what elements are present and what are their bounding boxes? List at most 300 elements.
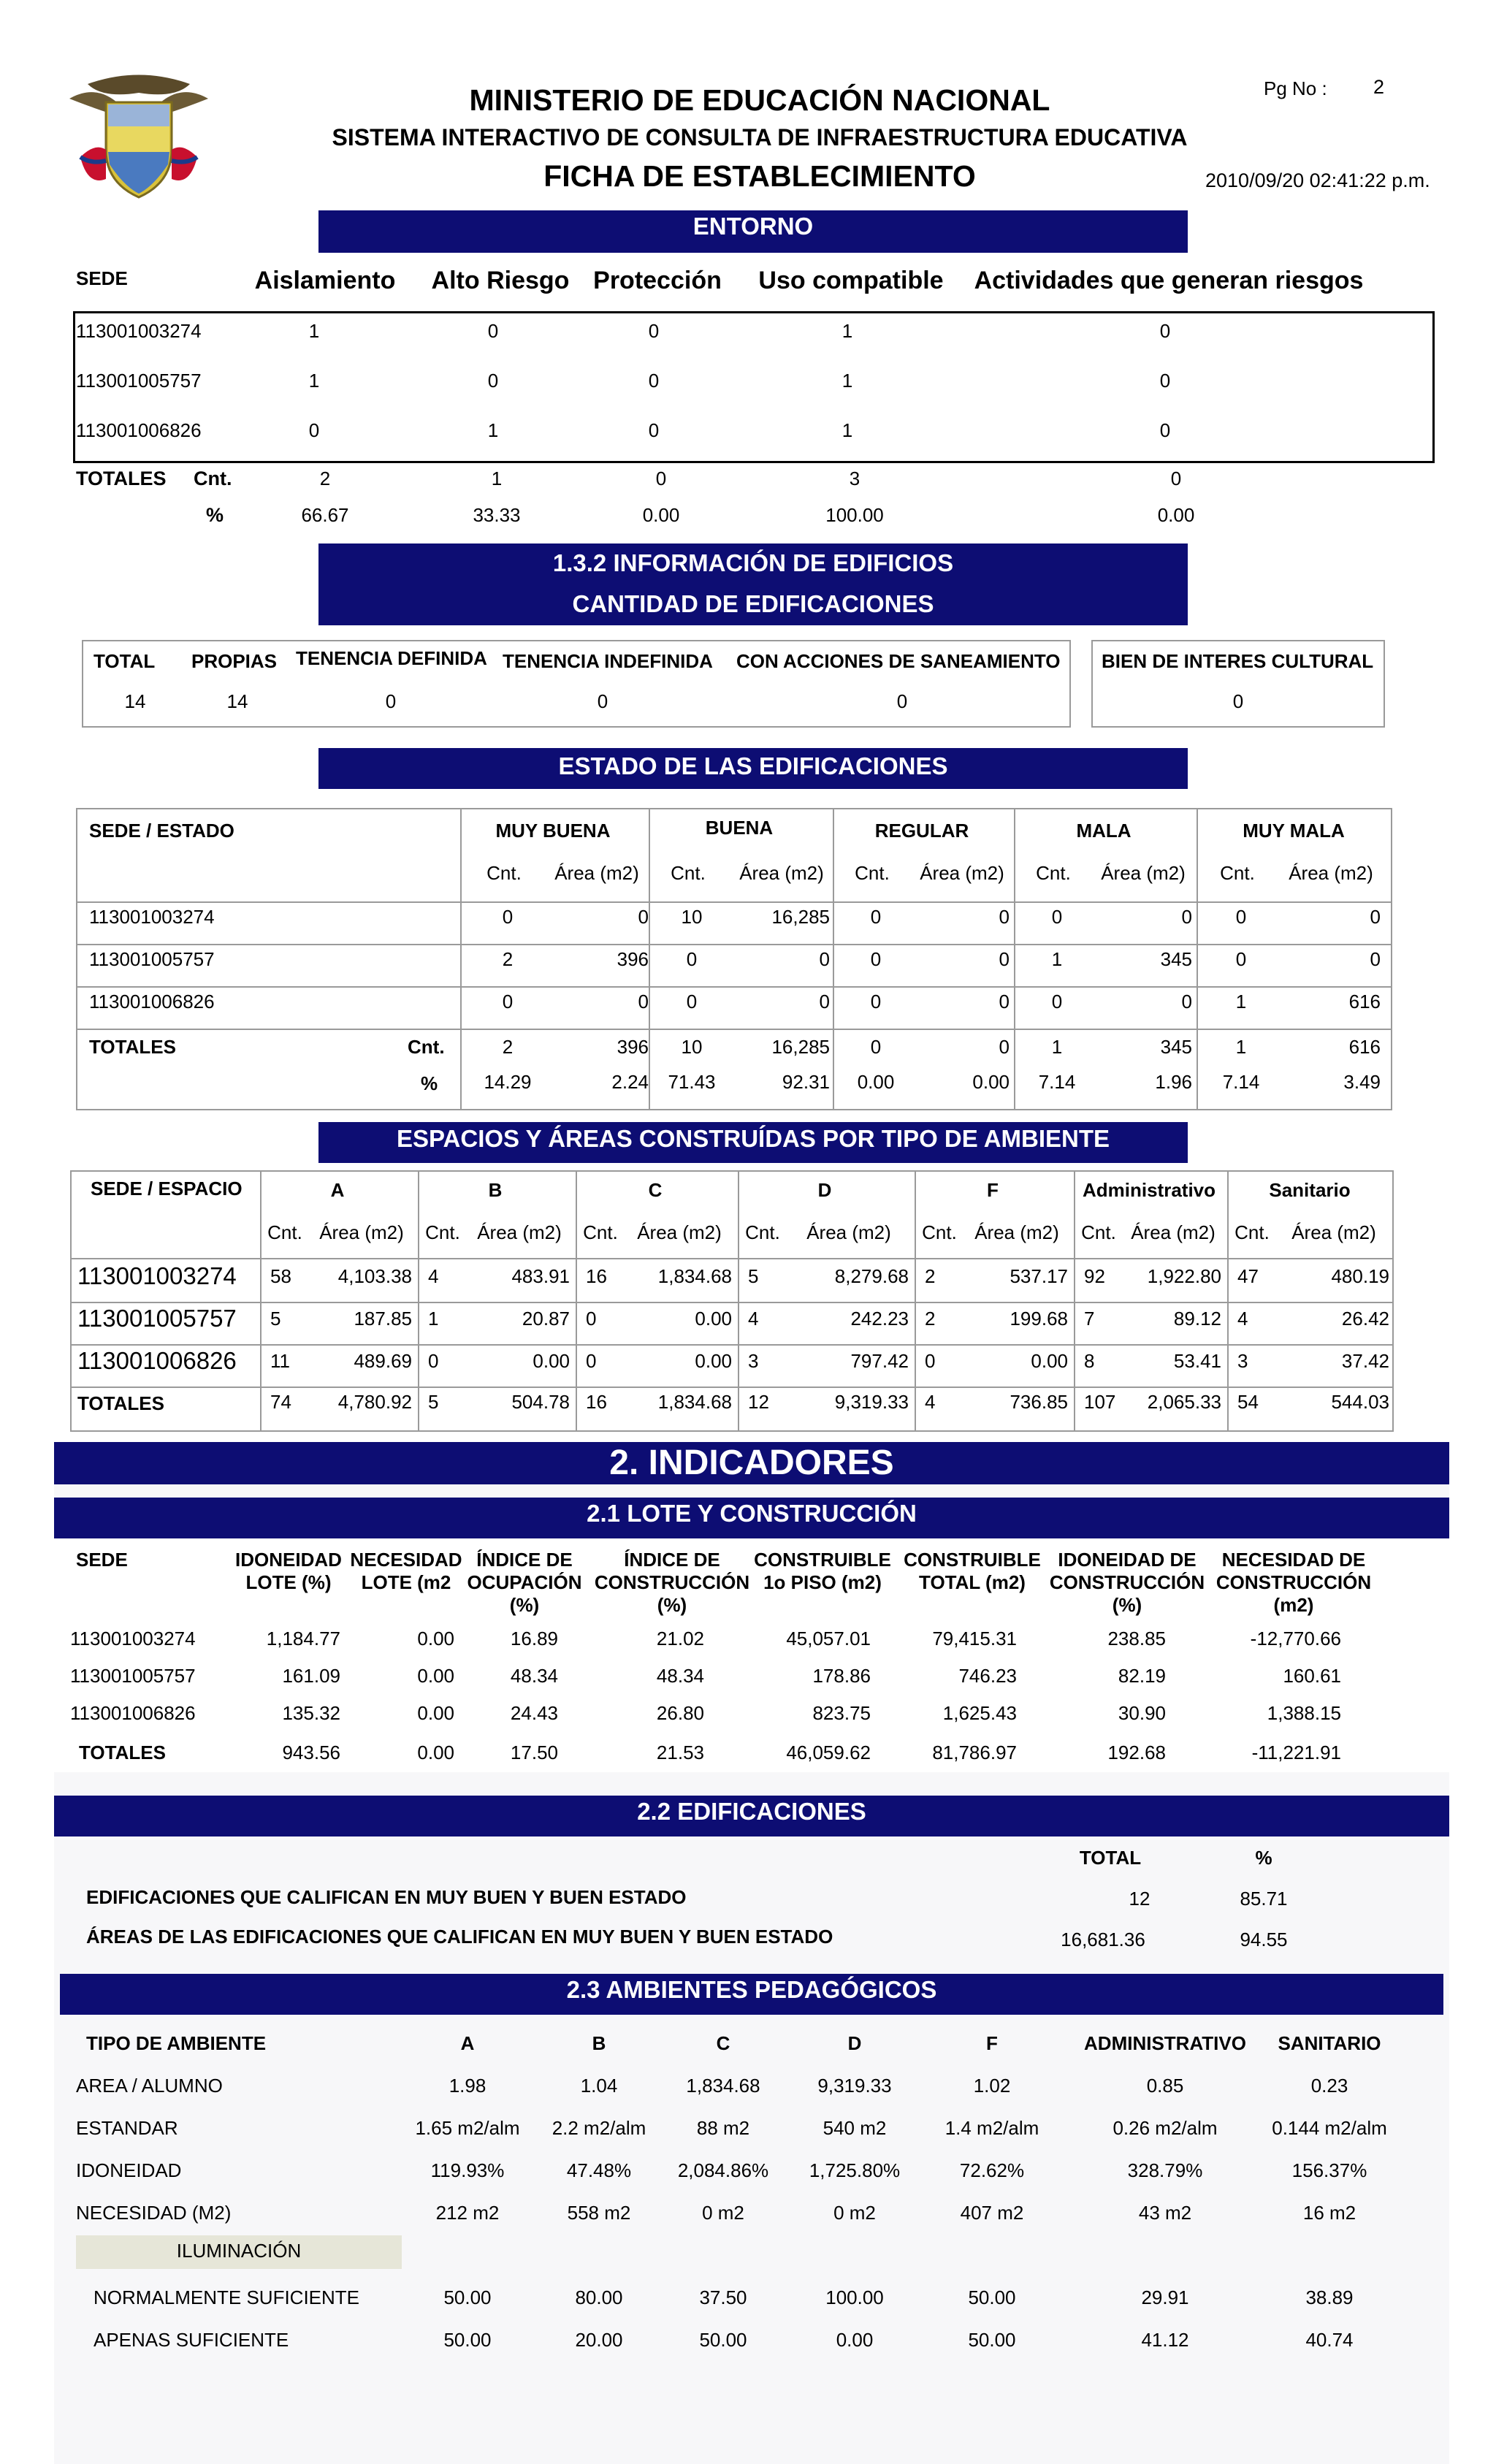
amb-cell: 1.02 [973, 2075, 1011, 2097]
espacios-section-title: ESPACIOS Y ÁREAS CONSTRUÍDAS POR TIPO DE AMBIENTE [318, 1122, 1188, 1163]
entorno-total-pct: 0.00 [1157, 504, 1195, 526]
bic-header: BIEN DE INTERES CULTURAL [1102, 650, 1374, 672]
estado-cell-area: 0 [1181, 906, 1192, 928]
entorno-header-aislamiento: Aislamiento [254, 267, 396, 294]
lote-cell: 0.00 [417, 1702, 454, 1724]
estado-cell-area: 396 [617, 948, 649, 970]
lote-cell: 48.34 [510, 1665, 558, 1687]
edificios-header-tenencia-definida: TENENCIA DEFINIDA [296, 647, 487, 669]
estado-totals-label: TOTALES [89, 1036, 176, 1058]
amb-cell: 9,319.33 [817, 2075, 892, 2097]
lote-cell: 21.02 [656, 1628, 704, 1649]
estado-total-cnt: 2 [502, 1036, 514, 1058]
estado-cell-cnt: 0 [502, 906, 514, 928]
estado-cell-area: 0 [819, 991, 830, 1012]
entorno-cnt-label: Cnt. [194, 468, 232, 489]
estado-total-area: 345 [1160, 1036, 1192, 1058]
form-title: FICHA DE ESTABLECIMIENTO [543, 159, 976, 193]
estado-cell-area: 616 [1348, 991, 1381, 1012]
estado-cell-cnt: 0 [502, 991, 514, 1012]
espacios-sub-area: Área (m2) [1291, 1221, 1376, 1243]
ilum-cell: 50.00 [968, 2286, 1016, 2308]
entorno-cell: 1 [308, 320, 320, 342]
espacios-sub-cnt: Cnt. [922, 1221, 957, 1243]
espacios-cell-area: 483.91 [511, 1265, 570, 1287]
estado-sub-cnt: Cnt. [1036, 862, 1071, 884]
estado-pct-cnt: 7.14 [1222, 1071, 1260, 1093]
amb-cell: 1.4 m2/alm [944, 2117, 1039, 2139]
amb-cell: 212 m2 [435, 2202, 500, 2224]
amb-cell: 47.48% [566, 2159, 632, 2181]
espacios-group-header: A [330, 1179, 345, 1201]
lote-header: CONSTRUCCIÓN [1049, 1571, 1205, 1593]
amb-cell: 0 m2 [702, 2202, 744, 2224]
entorno-header-actividades: Actividades que generan riesgos [974, 267, 1364, 294]
entorno-section-title: ENTORNO [318, 210, 1188, 253]
estado-total-cnt: 0 [870, 1036, 882, 1058]
entorno-total-cnt: 1 [491, 468, 503, 489]
edif-total-label: TOTAL [1079, 1847, 1142, 1869]
estado-cell-cnt: 0 [870, 906, 882, 928]
estado-sub-cnt: Cnt. [486, 862, 522, 884]
entorno-total-pct: 100.00 [825, 504, 884, 526]
ilum-row-label: APENAS SUFICIENTE [94, 2329, 289, 2351]
espacios-total-area: 1,834.68 [657, 1391, 732, 1413]
espacios-cell-cnt: 7 [1084, 1308, 1095, 1330]
espacios-cell-cnt: 3 [748, 1350, 759, 1372]
edificios-header-propias: PROPIAS [191, 650, 278, 672]
lote-header: LOTE (m2 [361, 1571, 451, 1593]
estado-cell-cnt: 0 [1051, 991, 1063, 1012]
lote-header: 1o PISO (m2) [763, 1571, 882, 1593]
lote-header: CONSTRUIBLE [904, 1549, 1041, 1571]
amb-header: D [847, 2032, 862, 2054]
entorno-cell: 1 [487, 419, 499, 441]
entorno-pct-label: % [206, 504, 224, 526]
amb-cell: 156.37% [1291, 2159, 1367, 2181]
edificios-header-saneamiento: CON ACCIONES DE SANEAMIENTO [736, 650, 1061, 672]
entorno-cell: 0 [648, 370, 660, 392]
espacios-total-cnt: 16 [586, 1391, 607, 1413]
espacios-total-area: 736.85 [1010, 1391, 1068, 1413]
lote-header: LOTE (%) [245, 1571, 332, 1593]
espacios-cell-cnt: 1 [428, 1308, 439, 1330]
amb-cell: 1,725.80% [809, 2159, 901, 2181]
edif-row-1-total: 12 [1129, 1888, 1150, 1910]
estado-total-area: 616 [1348, 1036, 1381, 1058]
estado-pct-cnt: 7.14 [1038, 1071, 1076, 1093]
espacios-group-header: C [648, 1179, 663, 1201]
edif-row-2-total: 16,681.36 [1061, 1929, 1145, 1950]
espacios-total-cnt: 107 [1084, 1391, 1116, 1413]
entorno-cell: 0 [1159, 419, 1171, 441]
lote-cell: 26.80 [656, 1702, 704, 1724]
estado-cell-cnt: 0 [1051, 906, 1063, 928]
entorno-cell: 1 [842, 419, 853, 441]
estado-cell-area: 0 [1181, 991, 1192, 1012]
edif-row-2-label: ÁREAS DE LAS EDIFICACIONES QUE CALIFICAN EN MUY BUEN Y BUEN ESTADO [86, 1926, 833, 1948]
espacios-sub-area: Área (m2) [974, 1221, 1059, 1243]
espacios-sub-cnt: Cnt. [1234, 1221, 1270, 1243]
lote-total: 943.56 [282, 1742, 340, 1763]
amb-cell: 2,084.86% [677, 2159, 769, 2181]
espacios-cell-cnt: 8 [1084, 1350, 1095, 1372]
lote-total: 46,059.62 [786, 1742, 871, 1763]
espacios-sub-cnt: Cnt. [267, 1221, 302, 1243]
amb-row-label: ESTANDAR [76, 2117, 178, 2139]
estado-cell-area: 0 [819, 948, 830, 970]
ministry-title: MINISTERIO DE EDUCACIÓN NACIONAL [469, 83, 1050, 117]
entorno-sede-1: 113001003274 [76, 320, 202, 342]
lote-totals-label: TOTALES [79, 1742, 166, 1763]
estado-total-area: 396 [617, 1036, 649, 1058]
amb-row-label: NECESIDAD (M2) [76, 2202, 232, 2224]
lote-cell: 48.34 [656, 1665, 704, 1687]
lote-total: 17.50 [510, 1742, 558, 1763]
espacios-cell-area: 537.17 [1010, 1265, 1068, 1287]
lote-header: IDONEIDAD [235, 1549, 342, 1571]
espacios-total-area: 2,065.33 [1147, 1391, 1221, 1413]
estado-group-header: MALA [1076, 820, 1131, 842]
lote-cell: 1,388.15 [1267, 1702, 1341, 1724]
ilum-cell: 50.00 [443, 2286, 492, 2308]
estado-cell-cnt: 1 [1051, 948, 1063, 970]
ilum-cell: 50.00 [968, 2329, 1016, 2351]
estado-pct-label: % [421, 1072, 438, 1094]
estado-sede-2: 113001005757 [89, 948, 215, 970]
amb-cell: 1,834.68 [686, 2075, 760, 2097]
espacios-cell-area: 0.00 [695, 1308, 732, 1330]
ilum-cell: 50.00 [699, 2329, 747, 2351]
estado-cell-cnt: 1 [1235, 991, 1247, 1012]
lote-header: IDONEIDAD DE [1058, 1549, 1197, 1571]
estado-cell-area: 345 [1160, 948, 1192, 970]
espacios-cell-area: 199.68 [1010, 1308, 1068, 1330]
lote-cell: 24.43 [510, 1702, 558, 1724]
espacios-sub-cnt: Cnt. [425, 1221, 460, 1243]
amb-cell: 119.93% [430, 2159, 505, 2181]
espacios-sede-1: 113001003274 [77, 1262, 237, 1289]
lote-cell: 178.86 [812, 1665, 871, 1687]
estado-sub-area: Área (m2) [920, 862, 1004, 884]
edificios-value-tenencia-definida: 0 [385, 690, 397, 712]
ilum-cell: 41.12 [1141, 2329, 1189, 2351]
espacios-cell-cnt: 47 [1237, 1265, 1259, 1287]
page-label: Pg No : [1264, 77, 1327, 99]
estado-cell-area: 0 [638, 991, 649, 1012]
ilum-row-label: NORMALMENTE SUFICIENTE [94, 2286, 360, 2308]
edificios-title-1: 1.3.2 INFORMACIÓN DE EDIFICIOS [552, 549, 954, 576]
lote-header: (m2) [1273, 1594, 1314, 1616]
estado-sub-cnt: Cnt. [855, 862, 890, 884]
lote-cell: 0.00 [417, 1665, 454, 1687]
lote-header: CONSTRUCCIÓN [594, 1571, 750, 1593]
amb-cell: 0.26 m2/alm [1113, 2117, 1218, 2139]
espacios-cell-cnt: 5 [748, 1265, 759, 1287]
espacios-cell-cnt: 3 [1237, 1350, 1248, 1372]
estado-cell-cnt: 0 [686, 948, 698, 970]
amb-cell: 0 m2 [833, 2202, 876, 2224]
estado-cell-area: 16,285 [771, 906, 830, 928]
espacios-cell-area: 0.00 [1031, 1350, 1068, 1372]
amb-row-label: IDONEIDAD [76, 2159, 182, 2181]
lote-cell: -12,770.66 [1250, 1628, 1341, 1649]
edificios-title-2: CANTIDAD DE EDIFICACIONES [572, 590, 934, 617]
espacios-cell-area: 37.42 [1341, 1350, 1389, 1372]
entorno-total-pct: 0.00 [642, 504, 680, 526]
amb-header: ADMINISTRATIVO [1084, 2032, 1246, 2054]
edif-row-1-label: EDIFICACIONES QUE CALIFICAN EN MUY BUEN Y BUEN ESTADO [86, 1886, 687, 1908]
espacios-group-header: B [488, 1179, 503, 1201]
edificios-value-saneamiento: 0 [896, 690, 908, 712]
estado-pct-cnt: 71.43 [668, 1071, 716, 1093]
amb-cell: 0.23 [1310, 2075, 1348, 2097]
report-datetime: 2010/09/20 02:41:22 p.m. [1205, 169, 1430, 191]
lote-header: ÍNDICE DE [624, 1549, 720, 1571]
estado-cell-cnt: 2 [502, 948, 514, 970]
estado-section-title: ESTADO DE LAS EDIFICACIONES [318, 748, 1188, 789]
entorno-cell: 1 [308, 370, 320, 392]
edif-row-2-pct: 94.55 [1240, 1929, 1288, 1950]
estado-total-area: 16,285 [771, 1036, 830, 1058]
estado-cell-area: 0 [638, 906, 649, 928]
amb-cell: 0.85 [1146, 2075, 1184, 2097]
estado-pct-area: 1.96 [1155, 1071, 1192, 1093]
lote-cell: 45,057.01 [786, 1628, 871, 1649]
entorno-cell: 0 [487, 320, 499, 342]
espacios-cell-cnt: 0 [428, 1350, 439, 1372]
edificios-value-total: 14 [124, 690, 146, 712]
entorno-cell: 1 [842, 320, 853, 342]
lote-cell: 79,415.31 [932, 1628, 1017, 1649]
amb-cell: 2.2 m2/alm [552, 2117, 646, 2139]
amb-cell: 558 m2 [567, 2202, 631, 2224]
espacios-cell-cnt: 4 [1237, 1308, 1248, 1330]
lote-cell: 30.90 [1118, 1702, 1166, 1724]
edificios-section-title [318, 543, 1188, 625]
amb-cell: 72.62% [959, 2159, 1025, 2181]
lote-cell: 238.85 [1107, 1628, 1166, 1649]
espacios-cell-cnt: 16 [586, 1265, 607, 1287]
espacios-corner-label: SEDE / ESPACIO [91, 1178, 243, 1199]
ilum-cell: 20.00 [575, 2329, 623, 2351]
espacios-cell-cnt: 11 [270, 1350, 290, 1372]
espacios-group-header: Sanitario [1269, 1179, 1351, 1201]
amb-row-label: AREA / ALUMNO [76, 2075, 223, 2097]
estado-cnt-label: Cnt. [408, 1036, 445, 1058]
lote-header: SEDE [76, 1549, 128, 1571]
espacios-sub-cnt: Cnt. [745, 1221, 780, 1243]
espacios-total-area: 544.03 [1331, 1391, 1389, 1413]
entorno-totals-label: TOTALES [76, 468, 167, 489]
lote-header: NECESIDAD DE [1221, 1549, 1366, 1571]
lote-header: ÍNDICE DE [476, 1549, 573, 1571]
amb-cell: 540 m2 [823, 2117, 887, 2139]
lote-sede-1: 113001003274 [70, 1628, 196, 1649]
lote-cell: 16.89 [510, 1628, 558, 1649]
lote-total: 81,786.97 [932, 1742, 1017, 1763]
edificios-value-propias: 14 [226, 690, 248, 712]
amb-cell: 88 m2 [696, 2117, 750, 2139]
entorno-cell: 0 [648, 320, 660, 342]
lote-cell: 135.32 [282, 1702, 340, 1724]
estado-cell-area: 0 [1370, 948, 1381, 970]
estado-cell-area: 0 [999, 948, 1010, 970]
espacios-cell-area: 1,922.80 [1147, 1265, 1221, 1287]
amb-header: TIPO DE AMBIENTE [86, 2032, 267, 2054]
edificios-value-tenencia-indefinida: 0 [597, 690, 608, 712]
ilum-cell: 37.50 [699, 2286, 747, 2308]
lote-total: 192.68 [1107, 1742, 1166, 1763]
estado-group-header: MUY MALA [1243, 820, 1345, 842]
edificios-header-tenencia-indefinida: TENENCIA INDEFINIDA [503, 650, 713, 672]
amb-cell: 1.98 [449, 2075, 486, 2097]
espacios-cell-area: 242.23 [850, 1308, 909, 1330]
espacios-total-area: 9,319.33 [834, 1391, 909, 1413]
entorno-cell: 0 [487, 370, 499, 392]
amb-cell: 43 m2 [1138, 2202, 1192, 2224]
amb-header: SANITARIO [1278, 2032, 1381, 2054]
estado-pct-area: 0.00 [972, 1071, 1010, 1093]
entorno-total-cnt: 0 [1170, 468, 1182, 489]
amb-header: C [716, 2032, 730, 2054]
ilum-cell: 38.89 [1305, 2286, 1354, 2308]
amb-cell: 16 m2 [1302, 2202, 1356, 2224]
espacios-cell-area: 26.42 [1341, 1308, 1389, 1330]
estado-sub-area: Área (m2) [739, 862, 824, 884]
lote-cell: 160.61 [1283, 1665, 1341, 1687]
indicadores-section-title: 2. INDICADORES [54, 1442, 1449, 1484]
espacios-sub-area: Área (m2) [1131, 1221, 1216, 1243]
estado-cell-area: 0 [1370, 906, 1381, 928]
ilum-cell: 80.00 [575, 2286, 623, 2308]
coat-of-arms-logo [66, 69, 212, 205]
espacios-cell-cnt: 0 [586, 1308, 597, 1330]
entorno-total-pct: 66.67 [301, 504, 349, 526]
entorno-total-pct: 33.33 [473, 504, 521, 526]
lote-cell: 1,184.77 [266, 1628, 340, 1649]
lote-header: OCUPACIÓN [467, 1571, 582, 1593]
entorno-total-cnt: 3 [849, 468, 860, 489]
estado-pct-cnt: 0.00 [857, 1071, 895, 1093]
espacios-cell-area: 0.00 [533, 1350, 570, 1372]
estado-sub-area: Área (m2) [1101, 862, 1186, 884]
entorno-sede-3: 113001006826 [76, 419, 202, 441]
entorno-sede-2: 113001005757 [76, 370, 202, 392]
estado-total-cnt: 10 [681, 1036, 703, 1058]
espacios-cell-area: 480.19 [1331, 1265, 1389, 1287]
estado-sede-3: 113001006826 [89, 991, 215, 1012]
lote-header: TOTAL (m2) [919, 1571, 1026, 1593]
espacios-cell-area: 187.85 [354, 1308, 412, 1330]
espacios-group-header: D [817, 1179, 832, 1201]
estado-sub-area: Área (m2) [554, 862, 639, 884]
entorno-cell: 1 [842, 370, 853, 392]
espacios-cell-cnt: 58 [270, 1265, 291, 1287]
espacios-sede-3: 113001006826 [77, 1347, 237, 1374]
estado-group-header: MUY BUENA [495, 820, 611, 842]
edif-pct-label: % [1255, 1847, 1272, 1869]
espacios-cell-area: 89.12 [1173, 1308, 1221, 1330]
lote-header: (%) [657, 1594, 687, 1616]
lote-total: 0.00 [417, 1742, 454, 1763]
entorno-header-proteccion: Protección [593, 267, 722, 294]
lote-cell: 161.09 [282, 1665, 340, 1687]
ilum-cell: 0.00 [836, 2329, 874, 2351]
lote-cell: 746.23 [958, 1665, 1017, 1687]
lote-cell: 1,625.43 [942, 1702, 1017, 1724]
amb-header: A [460, 2032, 475, 2054]
estado-pct-cnt: 14.29 [484, 1071, 532, 1093]
lote-header: (%) [509, 1594, 540, 1616]
estado-cell-cnt: 0 [870, 991, 882, 1012]
estado-group-header: REGULAR [874, 820, 969, 842]
amb-cell: 407 m2 [960, 2202, 1024, 2224]
system-title: SISTEMA INTERACTIVO DE CONSULTA DE INFRAESTRUCTURA EDUCATIVA [332, 124, 1188, 150]
entorno-cell: 0 [1159, 370, 1171, 392]
espacios-sub-cnt: Cnt. [583, 1221, 618, 1243]
lote-sede-3: 113001006826 [70, 1702, 196, 1724]
bic-value: 0 [1232, 690, 1244, 712]
espacios-cell-area: 1,834.68 [657, 1265, 732, 1287]
espacios-sub-cnt: Cnt. [1081, 1221, 1116, 1243]
estado-cell-cnt: 0 [1235, 948, 1247, 970]
espacios-cell-cnt: 2 [925, 1308, 936, 1330]
estado-cell-cnt: 0 [1235, 906, 1247, 928]
amb-header: F [986, 2032, 998, 2054]
entorno-total-cnt: 2 [319, 468, 331, 489]
amb-cell: 1.04 [580, 2075, 618, 2097]
espacios-cell-cnt: 0 [925, 1350, 936, 1372]
lote-section-title: 2.1 LOTE Y CONSTRUCCIÓN [54, 1498, 1449, 1538]
espacios-cell-cnt: 2 [925, 1265, 936, 1287]
espacios-sub-area: Área (m2) [806, 1221, 891, 1243]
entorno-header-alto-riesgo: Alto Riesgo [431, 267, 570, 294]
estado-cell-area: 0 [999, 906, 1010, 928]
lote-header: (%) [1112, 1594, 1142, 1616]
espacios-cell-area: 797.42 [850, 1350, 909, 1372]
entorno-header-uso-compatible: Uso compatible [758, 267, 944, 294]
espacios-total-cnt: 5 [428, 1391, 439, 1413]
estado-sub-cnt: Cnt. [671, 862, 706, 884]
espacios-group-header: Administrativo [1082, 1179, 1216, 1201]
espacios-total-cnt: 54 [1237, 1391, 1259, 1413]
espacios-cell-cnt: 0 [586, 1350, 597, 1372]
estado-pct-area: 2.24 [611, 1071, 649, 1093]
lote-header: NECESIDAD [350, 1549, 462, 1571]
lote-total: 21.53 [656, 1742, 704, 1763]
espacios-cell-cnt: 4 [428, 1265, 439, 1287]
lote-header: CONSTRUIBLE [754, 1549, 891, 1571]
estado-cell-cnt: 0 [686, 991, 698, 1012]
entorno-header-sede: SEDE [76, 267, 128, 289]
lote-header: CONSTRUCCIÓN [1216, 1571, 1372, 1593]
estado-pct-area: 3.49 [1343, 1071, 1381, 1093]
estado-cell-area: 0 [999, 991, 1010, 1012]
espacios-cell-area: 8,279.68 [834, 1265, 909, 1287]
edificios-header-total: TOTAL [94, 650, 156, 672]
lote-cell: 82.19 [1118, 1665, 1166, 1687]
espacios-cell-area: 4,103.38 [337, 1265, 412, 1287]
estado-group-header: BUENA [705, 817, 774, 839]
espacios-group-header: F [987, 1179, 999, 1201]
page-number: 2 [1373, 76, 1385, 98]
estado-sub-cnt: Cnt. [1220, 862, 1255, 884]
estado-total-cnt: 1 [1051, 1036, 1063, 1058]
estado-sede-1: 113001003274 [89, 906, 215, 928]
lote-cell: 0.00 [417, 1628, 454, 1649]
estado-cell-cnt: 10 [681, 906, 703, 928]
